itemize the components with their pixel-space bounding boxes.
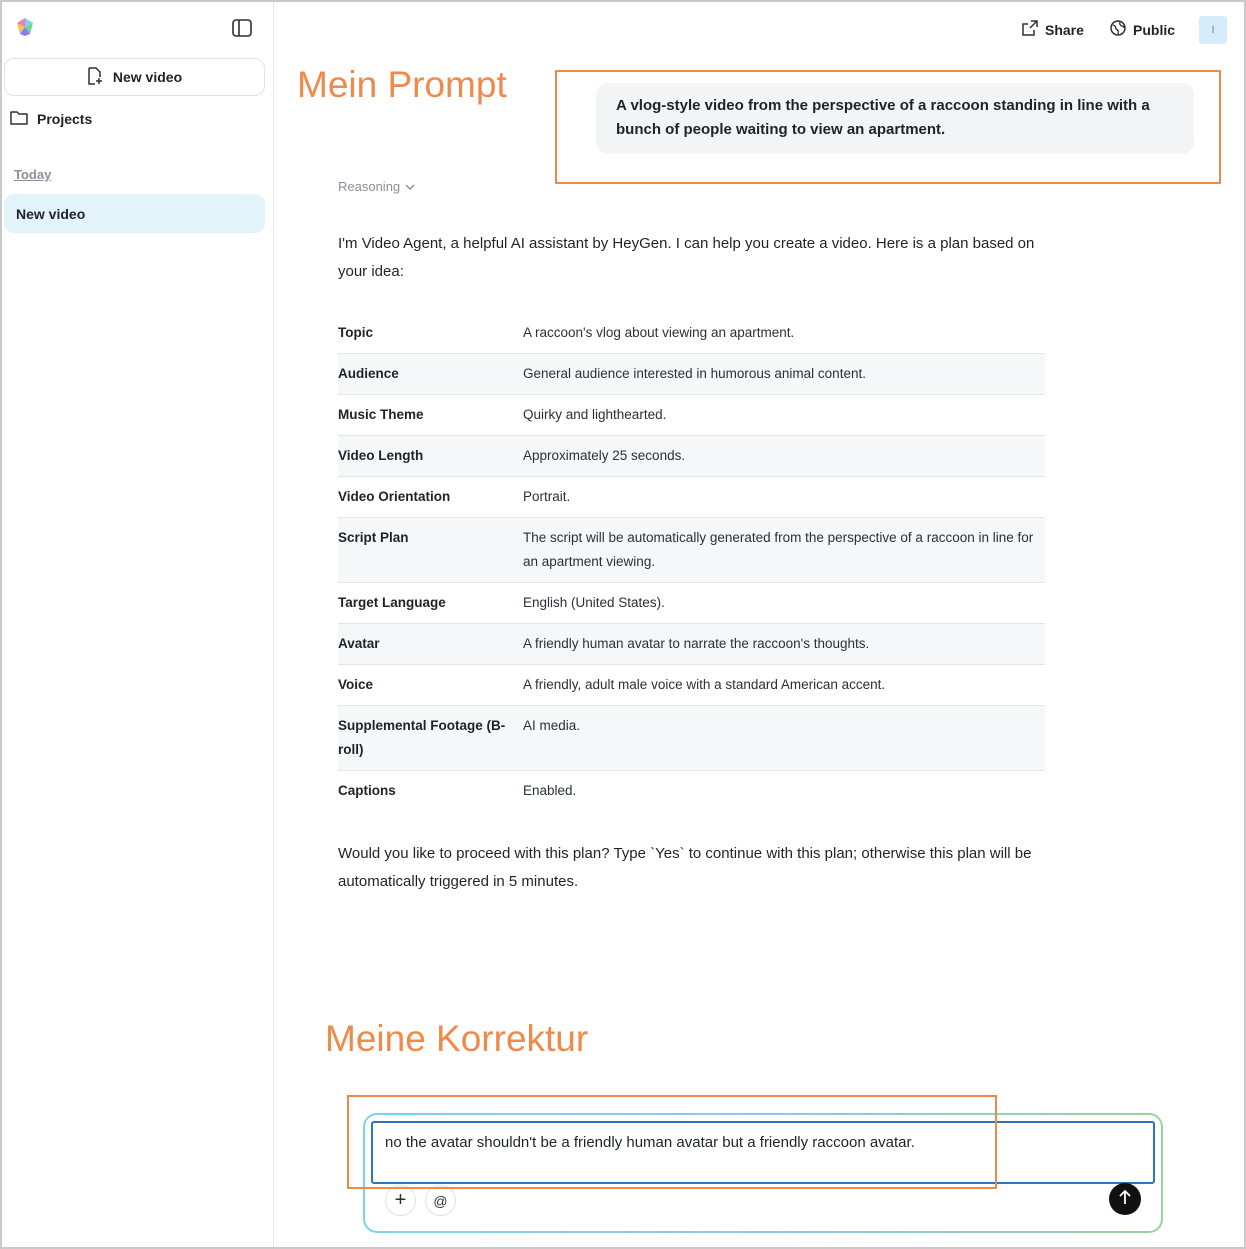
new-video-label: New video bbox=[112, 69, 183, 85]
plan-value: Enabled. bbox=[523, 783, 577, 798]
add-attachment-button[interactable]: + bbox=[385, 1185, 416, 1216]
send-button[interactable] bbox=[1109, 1183, 1141, 1215]
user-avatar[interactable]: I bbox=[1199, 16, 1227, 44]
plan-row-video-length bbox=[338, 436, 1045, 477]
plan-value: Portrait. bbox=[523, 489, 571, 504]
plan-value: Quirky and lighthearted. bbox=[523, 407, 667, 422]
sidebar bbox=[2, 2, 274, 1247]
plan-row-audience bbox=[338, 354, 1045, 395]
sidebar-item-projects[interactable] bbox=[10, 110, 92, 128]
annotation-correction-label: Meine Korrektur bbox=[325, 1018, 589, 1059]
history-item[interactable]: New video bbox=[4, 194, 265, 233]
plan-value: A friendly, adult male voice with a standard American accent. bbox=[523, 677, 886, 692]
share-icon bbox=[1022, 20, 1038, 39]
plan-row-topic bbox=[338, 313, 1045, 354]
reasoning-toggle[interactable] bbox=[338, 179, 415, 194]
plan-row-avatar bbox=[338, 624, 1045, 665]
plan-value: English (United States). bbox=[523, 595, 665, 610]
plan-key: Script Plan bbox=[338, 530, 409, 545]
share-button[interactable] bbox=[1022, 20, 1084, 39]
plan-value: A friendly human avatar to narrate the raccoon's thoughts. bbox=[523, 636, 870, 651]
plan-row-supplemental-footage bbox=[338, 706, 1045, 771]
plan-key: Audience bbox=[338, 366, 399, 381]
mention-button[interactable]: @ bbox=[425, 1185, 456, 1216]
plan-key: Avatar bbox=[338, 636, 380, 651]
plan-value: AI media. bbox=[523, 718, 581, 733]
plan-value: A raccoon's vlog about viewing an apartment. bbox=[523, 325, 795, 340]
plan-key: Captions bbox=[338, 783, 396, 798]
reasoning-label: Reasoning bbox=[338, 179, 401, 194]
plan-key: Video Length bbox=[338, 448, 424, 463]
annotation-prompt-label: Mein Prompt bbox=[297, 64, 507, 105]
plan-row-script-plan bbox=[338, 518, 1045, 583]
app-logo-icon[interactable] bbox=[14, 16, 36, 38]
assistant-intro: I'm Video Agent, a helpful AI assistant by HeyGen. I can help you create a video. Here is a plan based on your idea: bbox=[338, 235, 1035, 280]
folder-icon bbox=[10, 110, 28, 128]
plan-value: General audience interested in humorous animal content. bbox=[523, 366, 866, 381]
arrow-up-icon bbox=[1118, 1189, 1132, 1210]
plan-key: Topic bbox=[338, 325, 373, 340]
new-video-icon bbox=[87, 67, 103, 88]
plan-key: Supplemental Footage (B-roll) bbox=[338, 718, 506, 757]
chevron-down-icon bbox=[405, 179, 415, 194]
new-video-button[interactable] bbox=[4, 58, 265, 96]
public-label: Public bbox=[1133, 21, 1176, 38]
plan-row-captions bbox=[338, 771, 1045, 811]
plan-key: Voice bbox=[338, 677, 374, 692]
section-today-heading: Today bbox=[14, 167, 52, 182]
assistant-outro: Would you like to proceed with this plan? Type `Yes` to continue with this plan; otherwise this plan will be automatically triggered in 5 minutes. bbox=[338, 845, 1032, 890]
public-button[interactable] bbox=[1110, 20, 1175, 39]
plan-key: Video Orientation bbox=[338, 489, 451, 504]
plan-row-voice bbox=[338, 665, 1045, 706]
plan-table bbox=[338, 313, 1045, 811]
share-label: Share bbox=[1045, 21, 1084, 38]
message-input[interactable]: no the avatar shouldn't be a friendly human avatar but a friendly raccoon avatar. bbox=[371, 1121, 1155, 1184]
annotation-correction-box bbox=[347, 1095, 997, 1189]
plan-key: Target Language bbox=[338, 595, 446, 610]
projects-label: Projects bbox=[37, 111, 93, 127]
plan-row-music-theme bbox=[338, 395, 1045, 436]
user-prompt-bubble: A vlog-style video from the perspective of a raccoon standing in line with a bunch of people waiting to view an apartment. bbox=[596, 83, 1194, 154]
plan-key: Music Theme bbox=[338, 407, 424, 422]
plan-row-video-orientation bbox=[338, 477, 1045, 518]
plan-value: The script will be automatically generated from the perspective of a raccoon in line for an apartment viewing. bbox=[523, 530, 1034, 569]
globe-icon bbox=[1110, 20, 1126, 39]
sidebar-toggle-icon[interactable] bbox=[230, 16, 254, 40]
plan-value: Approximately 25 seconds. bbox=[523, 448, 686, 463]
plan-row-target-language bbox=[338, 583, 1045, 624]
